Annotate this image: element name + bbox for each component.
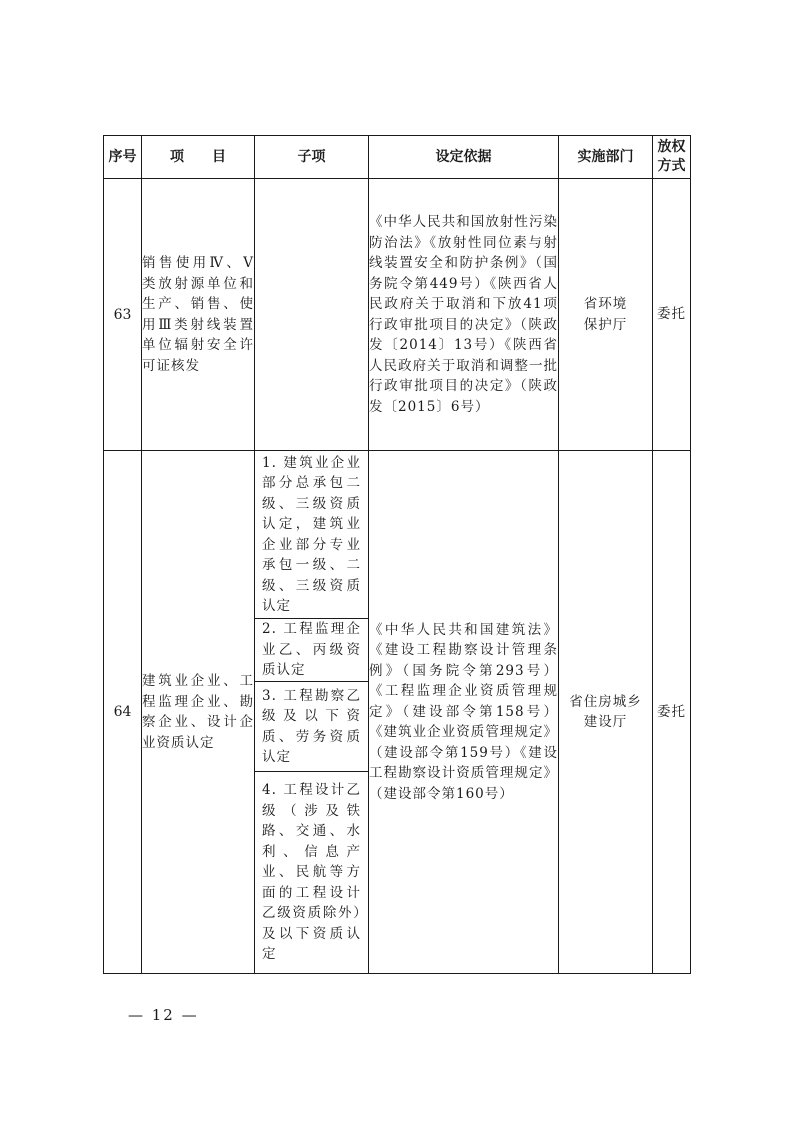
table-row	[104, 451, 691, 974]
row-subitems-empty	[255, 179, 369, 451]
subitem: 2. 工程监理企业乙、丙级资质认定	[255, 619, 368, 682]
row-item: 建筑业企业、工程监理企业、勘察企业、设计企业资质认定	[142, 451, 255, 974]
table-row	[104, 179, 691, 451]
row-item: 销售使用Ⅳ、Ⅴ类放射源单位和生产、销售、使用Ⅲ类射线装置单位辐射安全许可证核发	[142, 179, 255, 451]
row-number: 63	[104, 179, 142, 451]
subitem: 4. 工程设计乙级（涉及铁路、交通、水利、信息产业、民航等方面的工程设计乙级资质除外）及以下资质认定	[262, 782, 361, 963]
row-department: 省环境保护厅	[559, 179, 653, 451]
row-subitems	[255, 451, 369, 974]
subitem: 1. 建筑业企业部分总承包二级、三级资质认定，建筑业企业部分专业承包一级、二级、三级资质认定	[255, 451, 368, 619]
row-number: 64	[104, 451, 142, 974]
row-legal-basis: 《中华人民共和国建筑法》《建设工程勘察设计管理条例》（国务院令第293号）《工程监理企业资质管理规定》（建设部令第158号）《建筑业企业资质管理规定》（建设部令第159号）《建设工程勘察设计资质管理规定》（建设部令第160号）	[369, 451, 559, 974]
header-subitem: 子项	[255, 136, 369, 179]
row-legal-basis: 《中华人民共和国放射性污染防治法》《放射性同位素与射线装置安全和防护条例》（国务院令第449号）《陕西省人民政府关于取消和下放41项行政审批项目的决定》（陕政发〔2014〕13号）《陕西省人民政府关于取消和调整一批行政审批项目的决定》（陕政发〔2015〕6号）	[369, 179, 559, 451]
subitem: 3. 工程勘察乙级及以下资质、劳务资质认定	[255, 682, 368, 772]
row-department: 省住房城乡建设厅	[559, 451, 653, 974]
table-header-row	[104, 136, 691, 179]
row-delegation-mode: 委托	[653, 451, 691, 974]
header-department: 实施部门	[559, 136, 653, 179]
approval-items-table	[103, 135, 691, 974]
row-delegation-mode: 委托	[653, 179, 691, 451]
header-legal-basis: 设定依据	[369, 136, 559, 179]
header-item: 项 目	[142, 136, 255, 179]
header-serial-number: 序号	[104, 136, 142, 179]
header-delegation-mode: 放权方式	[653, 136, 691, 179]
page-number: — 12 —	[128, 1006, 199, 1024]
